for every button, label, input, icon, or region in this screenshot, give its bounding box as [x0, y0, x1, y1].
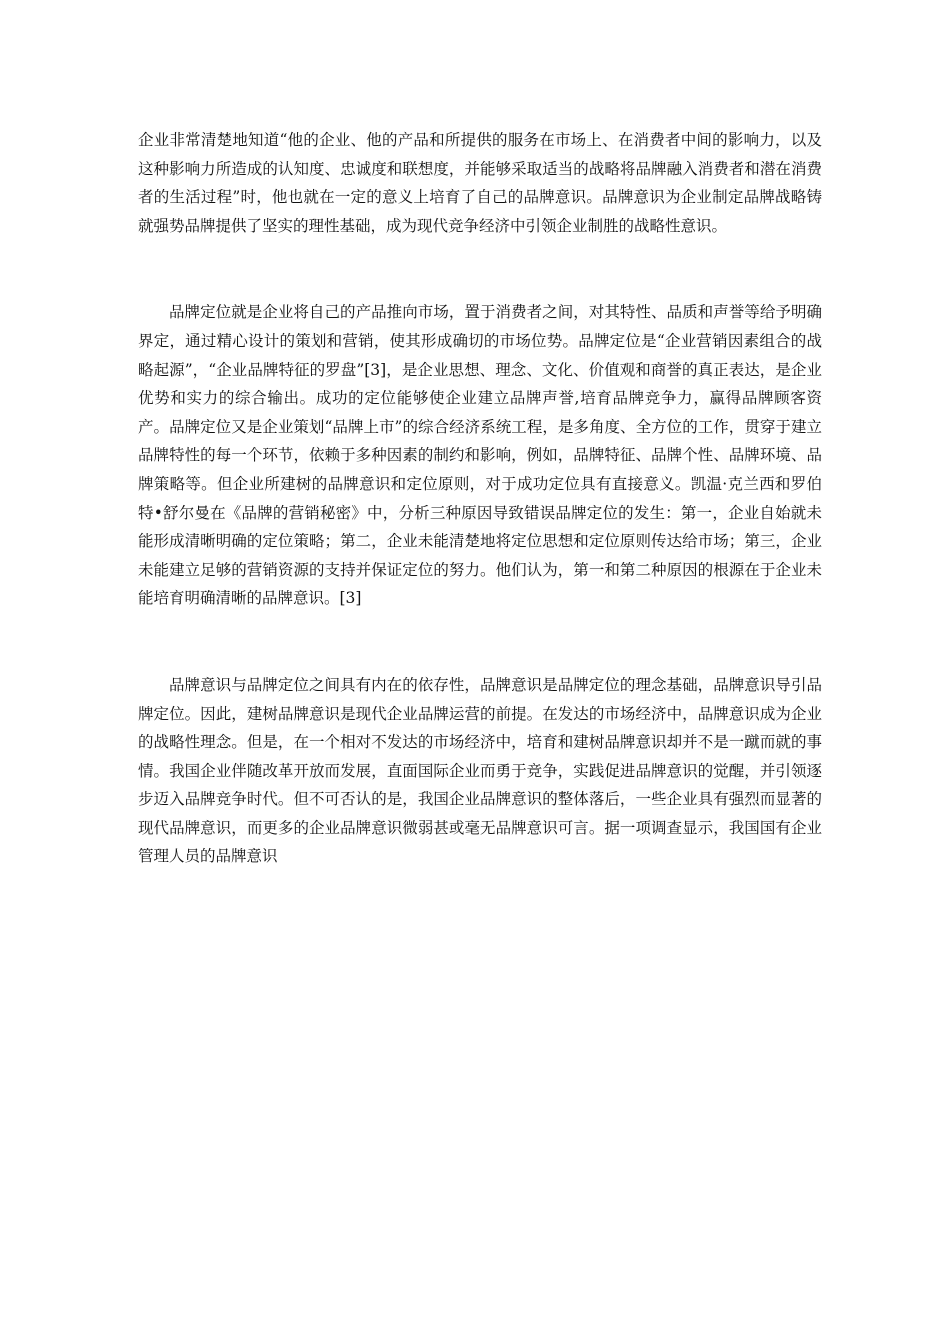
paragraph-brand-positioning: 品牌定位就是企业将自己的产品推向市场，置于消费者之间，对其特性、品质和声誉等给予明确界定，通过精心设计的策划和营销，使其形成确切的市场位势。品牌定位是“企业营销因素组合的战略起源”，“企业品牌特征的罗盘”[3]，是企业思想、理念、文化、价值观和商誉的真正表达，是企业优势和实力的综合输出。成功的定位能够使企业建立品牌声誉,培育品牌竞争力，赢得品牌顾客资产。品牌定位又是企业策划“品牌上市”的综合经济系统工程，是多角度、全方位的工作，贯穿于建立品牌特性的每一个环节，依赖于多种因素的制约和影响，例如，品牌特征、品牌个性、品牌环境、品牌策略等。但企业所建树的品牌意识和定位原则，对于成功定位具有直接意义。凯温·克兰西和罗伯特•舒尔曼在《品牌的营销秘密》中，分析三种原因导致错误品牌定位的发生：第一，企业自始就未能形成清晰明确的定位策略；第二，企业未能清楚地将定位思想和定位原则传达给市场；第三，企业未能建立足够的营销资源的支持并保证定位的努力。他们认为，第一和第二种原因的根源在于企业未能培育明确清晰的品牌意识。[3] [138, 303, 822, 608]
paragraph-brand-awareness-definition: 企业非常清楚地知道“他的企业、他的产品和所提供的服务在市场上、在消费者中间的影响力，以及这种影响力所造成的认知度、忠诚度和联想度，并能够采取适当的战略将品牌融入消费者和潜在消费者的生活过程”时，他也就在一定的意义上培育了自己的品牌意识。品牌意识为企业制定品牌战略铸就强势品牌提供了坚实的理性基础，成为现代竞争经济中引领企业制胜的战略性意识。 [138, 131, 822, 235]
paragraph-awareness-positioning-relation: 品牌意识与品牌定位之间具有内在的依存性，品牌意识是品牌定位的理念基础，品牌意识导引品牌定位。因此，建树品牌意识是现代企业品牌运营的前提。在发达的市场经济中，品牌意识成为企业的战略性理念。但是，在一个相对不发达的市场经济中，培育和建树品牌意识却并不是一蹴而就的事情。我国企业伴随改革开放而发展，直面国际企业而勇于竞争，实践促进品牌意识的觉醒，并引领逐步迈入品牌竞争时代。但不可否认的是，我国企业品牌意识的整体落后，一些企业具有强烈而显著的现代品牌意识，而更多的企业品牌意识微弱甚或毫无品牌意识可言。据一项调查显示，我国国有企业管理人员的品牌意识 [138, 675, 822, 866]
document-body [138, 126, 822, 871]
